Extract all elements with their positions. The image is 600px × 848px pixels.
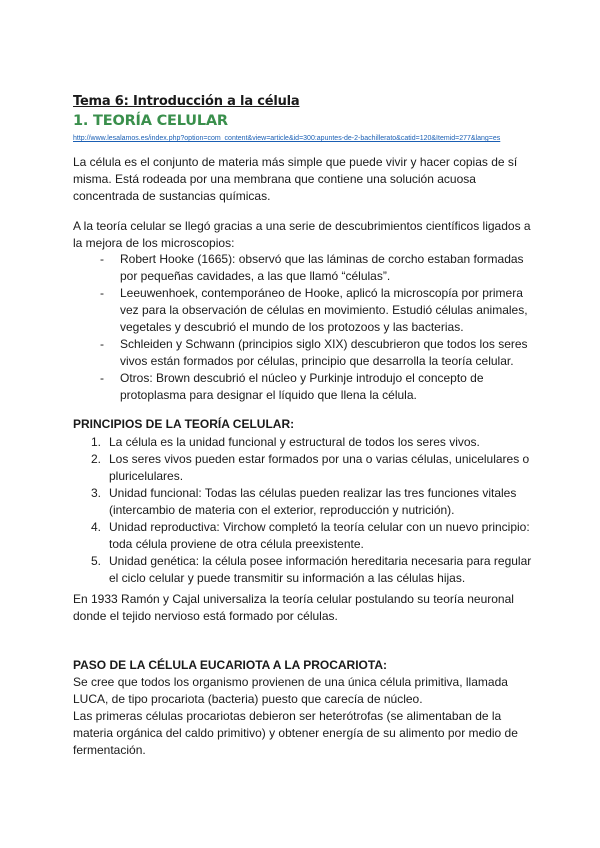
source-link[interactable]: http://www.lesalamos.es/index.php?option=com_content&view=article&id=300:apuntes-de-2-bachillerato&catid=120&Itemid=277&lang=es (73, 135, 501, 142)
page-title: Tema 6: Introducción a la célula (73, 94, 300, 109)
dash-marker: - (100, 337, 104, 351)
paso-heading: PASO DE LA CÉLULA EUCARIOTA A LA PROCARIOTA: (73, 658, 387, 672)
list-number: 2. (91, 452, 102, 466)
dash-marker: - (100, 371, 104, 385)
list-item: - Robert Hooke (1665): observó que las láminas de corcho estaban formadas por pequeñas cavidades, a las que llamó “células”. (100, 252, 524, 283)
list-number: 5. (91, 554, 102, 568)
discoveries-list (73, 251, 533, 404)
list-item: 3. Unidad funcional: Todas las células pueden realizar las tres funciones vitales (intercambio de materia con el exterior, reproducción y nutrición). (91, 486, 517, 517)
list-item: 1. La célula es la unidad funcional y estructural de todos los seres vivos. (91, 435, 480, 449)
intro-paragraph: La célula es el conjunto de materia más simple que puede vivir y hacer copias de sí misma. Está rodeada por una membrana que contiene una solución acuosa concentrada de sustancias químicas. (73, 155, 518, 203)
list-item: 4. Unidad reproductiva: Virchow completó la teoría celular con un nuevo principio: toda célula proviene de otra célula preexistente. (91, 520, 530, 551)
list-item: - Leeuwenhoek, contemporáneo de Hooke, aplicó la microscopía por primera vez para la observación de células en movimiento. Estudió células animales, vegetales y descubrió el mundo de los protozoos y las bacterias. (100, 286, 528, 334)
list-item: - Otros: Brown descubrió el núcleo y Purkinje introdujo el concepto de protoplasma para designar el líquido que llena la célula. (100, 371, 484, 402)
list-item: 2. Los seres vivos pueden estar formados por una o varias células, unicelulares o pluricelulares. (91, 452, 530, 483)
dash-marker: - (100, 286, 104, 300)
principles-heading: PRINCIPIOS DE LA TEORÍA CELULAR: (73, 417, 295, 431)
paso-paragraph-1: Se cree que todos los organismo provienen de una única célula primitiva, llamada LUCA, de tipo procariota (bacteria) puesto que carecía de núcleo. (73, 675, 508, 706)
list-number: 4. (91, 520, 102, 534)
principles-list (73, 434, 533, 587)
paso-paragraph-2: Las primeras células procariotas debieron ser heterótrofas (se alimentaban de la materia orgánica del caldo primitivo) y obtener energía de su alimento por medio de fermentación. (73, 709, 518, 757)
section-heading-teoria-celular: 1. TEORÍA CELULAR (73, 113, 228, 129)
discoveries-lead-paragraph: A la teoría celular se llegó gracias a una serie de descubrimientos científicos ligados a la mejora de los microscopios: (73, 219, 531, 250)
ramon-y-cajal-paragraph: En 1933 Ramón y Cajal universaliza la teoría celular postulando su teoría neuronal donde el tejido nervioso está formado por células. (73, 592, 514, 623)
list-number: 3. (91, 486, 102, 500)
list-number: 1. (91, 435, 102, 449)
list-item: - Schleiden y Schwann (principios siglo XIX) descubrieron que todos los seres vivos están formados por células, principio que desarrolla la teoría celular. (100, 337, 528, 368)
list-item: 5. Unidad genética: la célula posee información hereditaria necesaria para regular el ciclo celular y puede transmitir su información a las células hijas. (91, 554, 532, 585)
dash-marker: - (100, 252, 104, 266)
